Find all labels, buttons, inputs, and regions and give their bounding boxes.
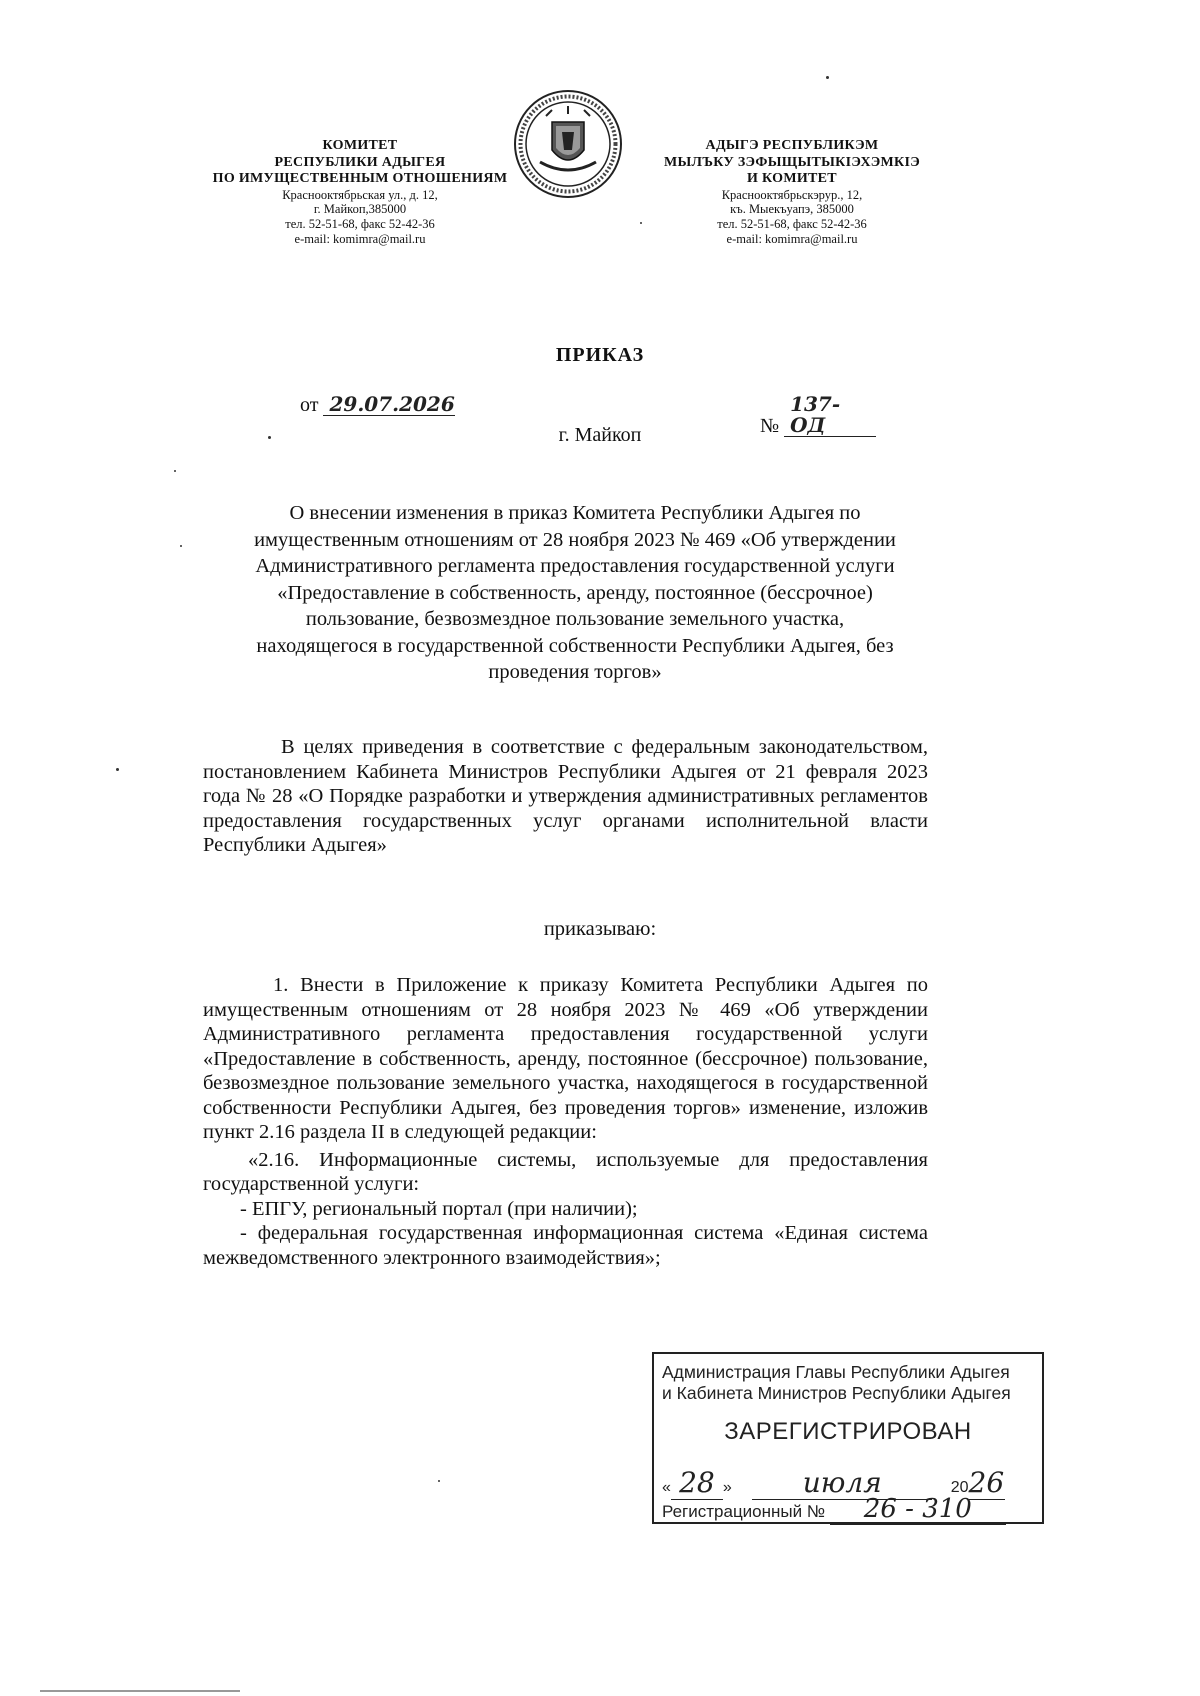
subject-line: пользование, безвозмездное пользование земельного участка, — [305, 608, 845, 630]
phone-line: тел. 52-51-68, факс 52-42-36 — [285, 217, 435, 232]
subject-line: находящегося в государственной собственности Республики Адыгея, без — [256, 634, 894, 657]
stamp-reg-number: 26 - 310 — [830, 1494, 1006, 1525]
header-right-org-block — [632, 138, 952, 247]
address-line: г. Майкоп,385000 — [313, 202, 407, 217]
stamp-day: 28 — [671, 1466, 723, 1500]
header-left-org-block — [200, 138, 520, 247]
stamp-day-open: « — [662, 1479, 671, 1496]
stamp-reg-label: Регистрационный № — [662, 1502, 826, 1521]
org-name-line: РЕСПУБЛИКИ АДЫГЕЯ — [274, 154, 446, 170]
stamp-number-row — [662, 1494, 1038, 1525]
org-name-line: МЫЛЪКУ ЗЭФЫЩЫТЫКIЭХЭМКIЭ — [664, 154, 920, 170]
bullet-item — [203, 1221, 928, 1270]
stamp-year-suffix: 26 — [968, 1466, 1005, 1499]
scan-speck — [640, 222, 642, 224]
bullet-text: - ЕПГУ, региональный портал (при наличии); — [240, 1197, 638, 1220]
address-line: къ. Мыекъуапэ, 385000 — [730, 202, 854, 217]
subject-line: имущественным отношениям от 28 ноября 2023 № 469 «Об утверждении — [254, 528, 896, 551]
item-1-text: 1. Внести в Приложение к приказу Комитета Республики Адыгея по имущественным отношениям от 28 ноября 2023 № 469 «Об утверждении Административного регламента предоставления государственной услуги «Предоставление в собственность, аренду, постоянное (бессрочное) пользование, безвозмездное пользование земельного участка, находящегося в государственной собственности Республики Адыгея, без проведения торгов» изменение, изложив пункт 2.16 раздела II в следующей редакции: — [203, 974, 928, 1143]
scan-edge-line — [40, 1690, 240, 1692]
order-subject — [215, 500, 935, 686]
item-1-paragraph — [203, 973, 928, 1145]
org-name-line: АДЫГЭ РЕСПУБЛИКЭМ — [705, 138, 879, 153]
coat-of-arms-icon — [512, 88, 624, 200]
stamp-authority-line: Администрация Главы Республики Адыгея — [662, 1362, 1010, 1382]
scan-speck — [116, 768, 119, 771]
org-name-line: КОМИТЕТ — [322, 138, 398, 153]
order-word: приказываю: — [543, 918, 657, 940]
order-date — [300, 394, 455, 417]
subject-line: проведения торгов» — [488, 661, 662, 683]
document-title: ПРИКАЗ — [555, 344, 645, 366]
address-line: Краснооктябрьскэрур., 12, — [721, 187, 863, 202]
subject-line: «Предоставление в собственность, аренду, постоянное (бессрочное) — [277, 581, 873, 604]
handwritten-number: 137-ОД — [784, 394, 876, 437]
stamp-month: июля — [752, 1466, 932, 1500]
scan-speck — [826, 76, 829, 79]
number-prefix: № — [760, 415, 780, 437]
subject-line: О внесении изменения в приказ Комитета Республики Адыгея по — [289, 502, 861, 524]
email-line: e-mail: komimra@mail.ru — [294, 231, 426, 246]
preamble-text: В целях приведения в соответствие с федеральным законодательством, постановлением Кабинета Министров Республики Адыгея от 21 февраля 2023 года № 28 «О Порядке разработки и утверждения административных регламентов предоставления государственных услуг органами исполнительной власти Республики Адыгея» — [203, 736, 928, 856]
phone-line: тел. 52-51-68, факс 52-42-36 — [717, 217, 867, 232]
org-name-line: ПО ИМУЩЕСТВЕННЫМ ОТНОШЕНИЯМ — [212, 171, 508, 187]
bullet-item — [203, 1197, 928, 1222]
item-2-16-paragraph — [203, 1148, 928, 1197]
registration-stamp — [652, 1352, 1044, 1524]
bullet-text: - федеральная государственная информационная система «Единая система межведомственного электронного взаимодействия»; — [203, 1222, 928, 1269]
subject-line: Административного регламента предоставления государственной услуги — [255, 555, 895, 577]
handwritten-date: 29.07.2026 — [323, 394, 455, 416]
scan-speck — [180, 545, 182, 547]
preamble-paragraph — [203, 735, 928, 858]
stamp-year-prefix: 20 — [950, 1479, 969, 1496]
email-line: e-mail: komimra@mail.ru — [726, 231, 858, 246]
org-name-line: И КОМИТЕТ — [747, 171, 837, 187]
stamp-authority-line: и Кабинета Министров Республики Адыгея — [662, 1383, 1011, 1403]
order-body — [203, 973, 928, 1270]
date-prefix: от — [300, 394, 319, 416]
item-2-16-text: «2.16. Информационные системы, используемые для предоставления государственной услуги: — [203, 1148, 928, 1195]
address-line: Краснооктябрьская ул., д. 12, — [282, 187, 438, 202]
scan-speck — [174, 470, 176, 472]
scan-speck — [268, 436, 271, 439]
scan-speck — [438, 1480, 440, 1482]
stamp-registered-label: ЗАРЕГИСТРИРОВАН — [724, 1418, 972, 1445]
stamp-day-close: » — [722, 1479, 732, 1496]
city-line: г. Майкоп — [558, 424, 642, 446]
